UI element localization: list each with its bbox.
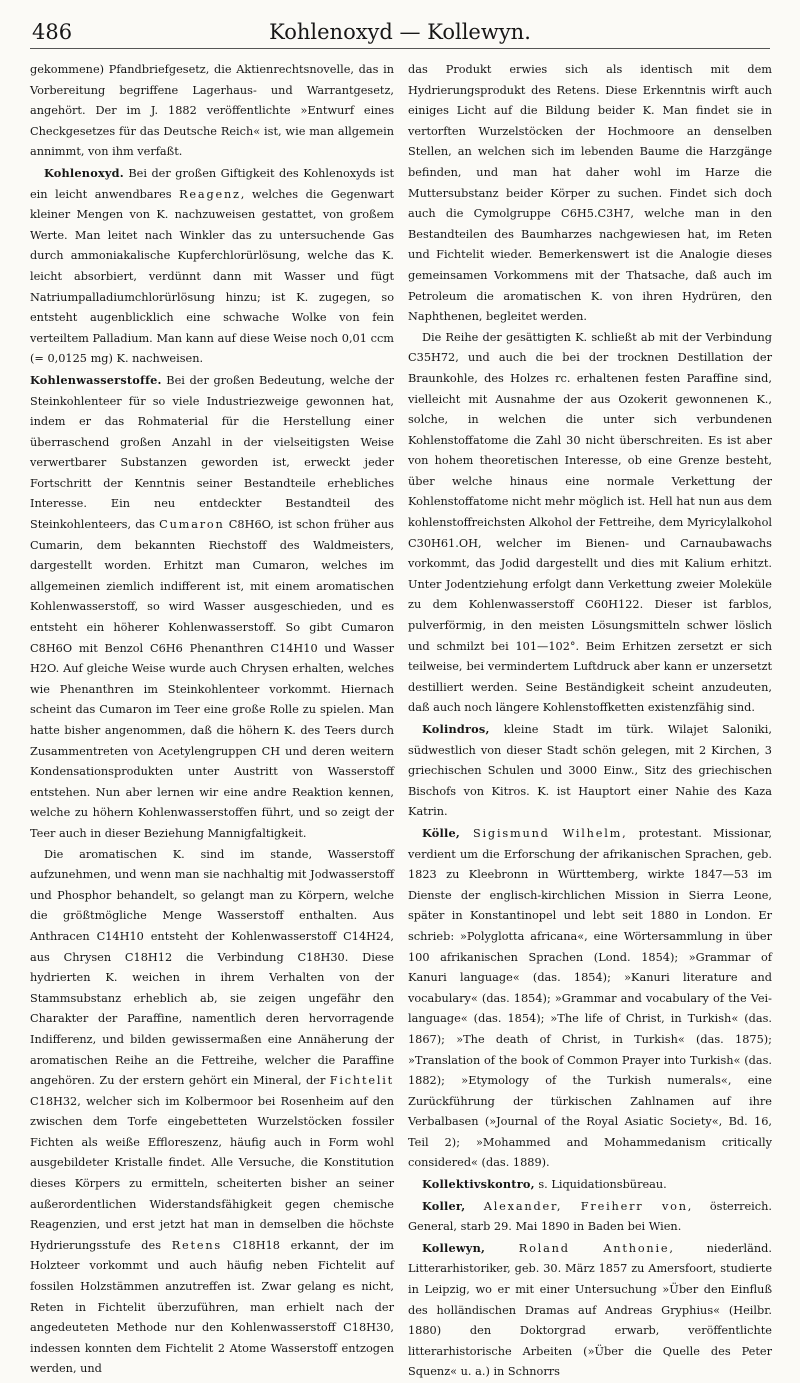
paragraph-aromatische: [30, 845, 394, 1380]
entry-text: C18H18 erkannt, der im Holzteer vorkommt und auch häufig neben Fichtelit auf fossilen Holzstämmen anzutreffen ist. Zwar gelang es nicht, Reten in Fichtelit überzuführen, man erhielt nach der angedeuteten Methode nur den Kohlenwasserstoff C18H30, indessen konnten dem Fichtelit 2 Atome Wasserstoff entzogen werden, und: [30, 1238, 394, 1376]
entry-kohlenoxyd: [30, 163, 394, 370]
entry-text: Bei der großen Giftigkeit des Kohlenoxyds ist ein leicht anwendbares: [30, 166, 394, 201]
running-header: [30, 14, 770, 49]
headword-kohlenwasserstoffe: Kohlenwasserstoffe.: [30, 372, 162, 387]
headword-koller: Koller,: [422, 1198, 466, 1213]
entry-text: Bei der großen Bedeutung, welche der Steinkohlenteer für so viele Industriezweige gewonnen hat, indem er das Rohmaterial für die Herstellung einer überraschend großen Anzahl in der vielseitigsten Weise verwertbarer Substanzen geworden ist, erweckt jeder Fortschritt der Kenntnis seiner Bestandteile erhebliches Interesse. Ein neu entdeckter Bestandteil des Steinkohlenteers, das: [30, 373, 394, 532]
entry-text: Die aromatischen K. sind im stande, Wasserstoff aufzunehmen, und wenn man sie nachhaltig mit Jodwasserstoff und Phosphor behandelt, so gelangt man zu Körpern, welche die größtmögliche Menge Wasserstoff enthalten. Aus Anthracen C14H10 entsteht der Kohlenwasserstoff C14H24, aus Chrysen C18H12 die Verbindung C18H30. Diese hydrierten K. weichen in ihrem Verhalten von der Stammsubstanz erheblich ab, sie zeigen ungefähr den Charakter der Paraffine, namentlich deren hervorragende Indifferenz, und bilden gewissermaßen eine Annäherung der aromatischen Reihe an die Fettreihe, welcher die Paraffine angehören. Zu der erstern gehört ein Mineral, der: [30, 847, 394, 1088]
term-fichtelit: Fichtelit: [329, 1074, 394, 1088]
entry-text: österreich. General, starb 29. Mai 1890 in Baden bei Wien.: [408, 1199, 772, 1234]
headword-kolindros: Kolindros,: [422, 722, 490, 736]
entry-text: protestant. Missionar, verdient um die Erforschung der afrikanischen Sprachen, geb. 1823 zu Kleebronn in Württemberg, wirkte 1847—53 im Dienste der englisch-kirchlichen Mission in Sierra Leone, später in Konstantinopel und lebt seit 1880 in London. Er schrieb: »Polyglotta africana«, eine Wörtersammlung in über 100 afrikanischen Sprachen (Lond. 1854); »Grammar of Kanuri language« (das. 1854); »Kanuri literature and vocabulary« (das. 1854); »Grammar and vocabulary of the Vei-language« (das. 1854); »The life of Christ, in Turkish« (das. 1867); »The death of Christ, in Turkish« (das. 1875); »Translation of the book of Common Prayer into Turkish« (das. 1882); »Etymology of the Turkish numerals«, eine Zurückführung der türkischen Zahlnamen auf ihre Verbalbasen (»Journal of the Royal Asiatic Society«, Bd. 16, Teil 2); »Mohammed and Mohammedanism critically considered« (das. 1889).: [408, 826, 772, 1170]
left-column: [30, 60, 394, 1376]
person-name: Alexander, Freiherr von,: [465, 1199, 694, 1213]
headword-kohlenoxyd: Kohlenoxyd.: [44, 165, 124, 180]
person-name: Sigismund Wilhelm,: [460, 826, 628, 840]
headword-kollewyn: Kollewyn,: [422, 1240, 486, 1255]
entry-text: s. Liquidationsbüreau.: [534, 1178, 667, 1192]
entry-text: niederländ. Litterarhistoriker, geb. 30. März 1857 zu Amersfoort, studierte in Leipzig, wo er mit einer Untersuchung »Über den Einfluß des holländischen Dramas auf Andreas Gryphius« (Heilbr. 1880) den Doktorgrad erwarb, veröffentlichte litterarhistorische Arbeiten (»Über die Quelle des Peter Squenz« u. a.) in Schnorrs: [408, 1241, 772, 1379]
headword-kollektivskontro: Kollektivskontro,: [422, 1177, 535, 1192]
entry-text: C18H32, welcher sich im Kolbermoor bei Rosenheim auf den zwischen dem Torfe eingebetteten Wurzelstöcken fossiler Fichten als weiße Efflorеszenz, häufig auch in Form wohl ausgebildeter Kristalle findet. Alle Versuche, die Konstitution dieses Körpers zu ermitteln, scheiterten bisher an seiner außerordentlichen Widerstandsfähigkeit gegen chemische Reagenzien, und erst jetzt hat man in demselben die höchste Hydrierungsstufe des: [30, 1094, 394, 1252]
headword-koelle: Kölle,: [422, 825, 461, 840]
term-cumaron: Cumaron: [159, 518, 225, 532]
entry-kollewyn: [408, 1238, 772, 1383]
paragraph-continuation: gekommene) Pfandbriefgesetz, die Aktienrechtsnovelle, das in Vorbereitung begriffene Lagerhaus- und Warrantgesetz, angehört. Der im J. 1882 veröffentlichte »Entwurf eines Checkgesetzes für das Deutsche Reich« ist, wie man allgemein annimmt, von ihm verfaßt.: [30, 63, 394, 159]
entry-text: , welches die Gegenwart kleiner Mengen von K. nachzuweisen gestattet, von großem Werte. Man leitet nach Winkler das zu untersuchende Gas durch ammoniakalische Kupferchlorürlösung, welche das K. leicht absorbiert, verdünnt dann mit Wasser und fügt Natriumpalladiumchlorürlösung hinzu; ist K. zugegen, so entsteht augenblicklich eine schwache Wolke von fein verteiltem Palladium. Man kann auf diese Weise noch 0,01 ccm (= 0,0125 mg) K. nachweisen.: [30, 187, 394, 366]
person-name: Roland Anthonie,: [485, 1241, 675, 1255]
entry-kohlenwasserstoffe: [30, 370, 394, 845]
running-title: Kohlenoxyd — Kollewyn.: [269, 20, 531, 44]
entry-koller: [408, 1196, 772, 1238]
term-reagenz: Reagenz: [179, 187, 241, 201]
page-number: 486: [32, 20, 73, 44]
entry-text: C8H6O, ist schon früher aus Cumarin, dem bekannten Riechstoff des Waldmeisters, dargestellt worden. Erhitzt man Cumaron, welches im allgemeinen ziemlich indifferent ist, mit einem aromatischen Kohlenwasserstoff, so wird Wasser ausgeschieden, und es entsteht ein höherer Kohlenwasserstoff. So gibt Cumaron C8H6O mit Benzol C6H6 Phenanthren C14H10 und Wasser H2O. Auf gleiche Weise wurde auch Chrysen erhalten, welches wie Phenanthren im Steinkohlenteer vorkommt. Hiernach scheint das Cumaron im Teer eine große Rolle zu spielen. Man hatte bisher angenommen, daß die höhern K. des Teers durch Zusammentreten von Acetylengruppen CH und deren weitern Kondensationsprodukten unter Austritt von Wasserstoff entstehen. Nun aber lernen wir eine andre Reaktion kennen, welche zu höhern Kohlenwasserstoffen führt, und so zeigt der Teer auch in dieser Beziehung Mannigfaltigkeit.: [30, 518, 394, 840]
term-reten: Retens: [171, 1238, 223, 1252]
paragraph-gesaettigte: Die Reihe der gesättigten K. schließt ab mit der Verbindung C35H72, und auch die bei der trocknen Destillation der Braunkohle, des Holzes rc. erhaltenen festen Paraffine sind, vielleicht mit Ausnahme der aus Ozokerit gewonnenen K., solche, in welchen die unter sich verbundenen Kohlenstoffatome die Zahl 30 nicht überschreiten. Es ist aber von hohem theoretischen Interesse, ob eine Grenze besteht, über welche hinaus eine normale Verkettung der Kohlenstoffatome nicht mehr möglich ist. Hell hat nun aus dem kohlenstoffreichsten Alkohol der Fettreihe, dem Myricylalkohol C30H61.OH, welcher im Bienen- und Carnaubawachs vorkommt, das Jodid dargestellt und dies mit Kalium erhitzt. Unter Jodentziehung erfolgt dann Verkettung zweier Moleküle zu dem Kohlenwasserstoff C60H122. Dieser ist farblos, pulverförmig, in den meisten Lösungsmitteln schwer löslich und schmilzt bei 101—102°. Beim Erhitzen zersetzt er sich teilweise, bei vermindertem Luftdruck aber kann er unzersetzt destilliert werden. Seine Beständigkeit scheint anzudeuten, daß auch noch längere Kohlenstoffketten existenzfähig sind.: [408, 330, 772, 715]
paragraph-continuation: das Produkt erwies sich als identisch mit dem Hydrierungsprodukt des Retens. Diese Erkenntnis wirft auch einiges Licht auf die Bildung beider K. Man findet sie in vertorften Wurzelstöcken der Hochmoore an denselben Stellen, an welchen sich im lebenden Baume die Harzgänge befinden, und man hat daher wohl im Harze die Muttersubstanz beider Körper zu suchen. Findet sich doch auch die Cymolgruppe C6H5.C3H7, welche man in den Bestandteilen des Baumharzes nachgewiesen hat, im Reten und Fichtelit wieder. Bemerkenswert ist die Analogie dieses gemeinsamen Vorkommens mit der Thatsache, daß auch im Petroleum die aromatischen K. von ihren Hydrüren, den Naphthenen, begleitet werden.: [408, 63, 772, 324]
entry-kollektivskontro: [408, 1174, 772, 1196]
entry-kolindros: [408, 719, 772, 823]
entry-koelle: [408, 823, 772, 1174]
right-column: [408, 60, 772, 1379]
entry-text: kleine Stadt im türk. Wilajet Saloniki, südwestlich von dieser Stadt schön gelegen, mit 2 Kirchen, 3 griechischen Schulen und 3000 Einw., Sitz des griechischen Bischofs von Kitros. K. ist Hauptort einer Nahie des Kaza Katrin.: [408, 723, 772, 819]
